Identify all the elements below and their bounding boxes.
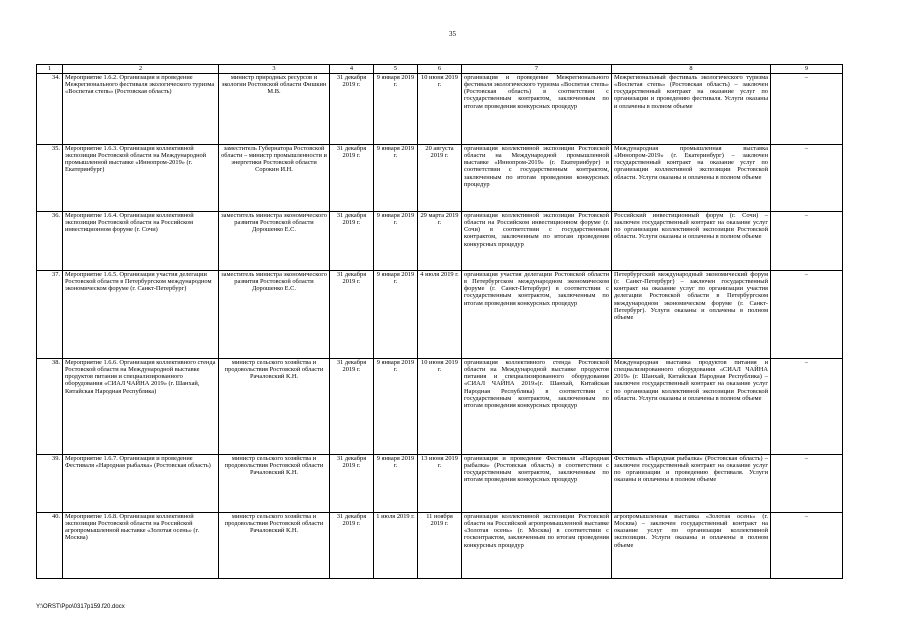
note-cell: – [771, 212, 843, 271]
event-cell: Мероприятие 1.6.7. Организация и проведение Фестиваля «Народная рыбалка» (Ростовская область) [63, 455, 219, 513]
event-cell: Мероприятие 1.6.8. Организация коллективной экспозиции Ростовской области на Российской агропромышленной выставке «Золотая осень» (г. Москва) [63, 513, 219, 579]
responsible-cell: министр сельского хозяйства и продовольствия Ростовской области Рачаловский К.Н. [219, 359, 330, 455]
outcome-cell: Международная выставка продуктов питания и специализированного оборудования «СИАЛ ЧАЙНА 2019» (г. Шанхай, Китайская Народная Республика) – заключен государственный контракт на оказание услуг по организации коллективной экспозиции Ростовской области. Услуги оказаны и оплачены в полном объеме [612, 359, 771, 455]
result-cell: организация коллективной экспозиции Ростовской области на Российском инвестиционном форуме (г. Сочи) в соответствии с государственным контрактом, заключенным по итогам проведения конкурсных процедур [462, 212, 612, 271]
table-row [37, 359, 843, 455]
column-number: 7 [462, 65, 612, 74]
deadline-cell: 31 декабря 2019 г. [330, 513, 374, 579]
column-number: 2 [63, 65, 219, 74]
note-cell: – [771, 145, 843, 212]
table-row [37, 212, 843, 271]
start-date-cell: 9 января 2019 г. [374, 359, 418, 455]
event-cell: Мероприятие 1.6.5. Организация участия делегации Ростовской области в Петербургском международном экономическом форуме (г. Санкт-Петербург) [63, 271, 219, 359]
start-date-cell: 9 января 2019 г. [374, 455, 418, 513]
end-date-cell: 4 июля 2019 г. [418, 271, 462, 359]
outcome-cell: Межрегиональный фестиваль экологического туризма «Воспетая степь» (Ростовская область) – заключен государственный контракт на оказание услуг по организации и проведению фестиваля. Услуги оказаны и оплачены в полном объеме [612, 74, 771, 145]
table-row [37, 513, 843, 579]
note-cell: – [771, 359, 843, 455]
responsible-cell: заместитель министра экономического развития Ростовской области Дорошенко Е.С. [219, 212, 330, 271]
column-number: 1 [37, 65, 63, 74]
responsible-cell: министр природных ресурсов и экологии Ростовской области Фишкин М.В. [219, 74, 330, 145]
end-date-cell: 10 июня 2019 г. [418, 359, 462, 455]
start-date-cell: 9 января 2019 г. [374, 212, 418, 271]
responsible-cell: заместитель Губернатора Ростовской области – министр промышленности и энергетики Ростовской области Сорокин И.Н. [219, 145, 330, 212]
end-date-cell: 20 августа 2019 г. [418, 145, 462, 212]
responsible-cell: заместитель министра экономического развития Ростовской области Дорошенко Е.С. [219, 271, 330, 359]
deadline-cell: 31 декабря 2019 г. [330, 271, 374, 359]
event-cell: Мероприятие 1.6.2. Организация и проведение Межрегионального фестиваля экологического туризма «Воспетая степь» (Ростовская область) [63, 74, 219, 145]
row-number: 34. [37, 74, 63, 145]
deadline-cell: 31 декабря 2019 г. [330, 359, 374, 455]
file-path-footer: Y:\ORST\Ppo\0317p159.f20.docx [36, 604, 125, 610]
note-cell: – [771, 455, 843, 513]
responsible-cell: министр сельского хозяйства и продовольствия Ростовской области Рачаловский К.Н. [219, 513, 330, 579]
column-number: 9 [771, 65, 843, 74]
column-number: 4 [330, 65, 374, 74]
end-date-cell: 29 марта 2019 г. [418, 212, 462, 271]
event-cell: Мероприятие 1.6.6. Организация коллективного стенда Ростовской области на Международной выставке продуктов питания и специализированного оборудования «СИАЛ ЧАЙНА 2019» (г. Шанхай, Китайская Народная Республика) [63, 359, 219, 455]
row-number: 36. [37, 212, 63, 271]
column-number: 3 [219, 65, 330, 74]
event-cell: Мероприятие 1.6.4. Организация коллективной экспозиции Ростовской области на Российском инвестиционном форуме (г. Сочи) [63, 212, 219, 271]
responsible-cell: министр сельского хозяйства и продовольствия Ростовской области Рачаловский К.Н. [219, 455, 330, 513]
column-number-row [37, 65, 843, 74]
table-row [37, 271, 843, 359]
note-cell: – [771, 74, 843, 145]
deadline-cell: 31 декабря 2019 г. [330, 145, 374, 212]
result-cell: организация и проведение Фестиваля «Народная рыбалка» (Ростовская область) в соответствии с государственным контрактом, заключенным по итогам проведения конкурсных процедур [462, 455, 612, 513]
result-cell: организация коллективной экспозиции Ростовской области на Международной промышленной выставке «Иннопром-2019» (г. Екатеринбург) в соответствии с государственным контрактом, заключенным по итогам проведения конкурсных процедур [462, 145, 612, 212]
start-date-cell: 1 июля 2019 г. [374, 513, 418, 579]
row-number: 37. [37, 271, 63, 359]
end-date-cell: 11 ноября 2019 г. [418, 513, 462, 579]
row-number: 38. [37, 359, 63, 455]
result-cell: организация участия делегации Ростовской области в Петербургском международном экономическом форуме (г. Санкт-Петербург) в соответствии с государственным контрактом, заключенным по итогам проведения конкурсных процедур [462, 271, 612, 359]
result-cell: организация коллективной экспозиции Ростовской области на Российской агропромышленной выставке «Золотая осень» (г. Москва) в соответствии с госконтрактом, заключенным по итогам проведения конкурсных процедур [462, 513, 612, 579]
column-number: 5 [374, 65, 418, 74]
start-date-cell: 9 января 2019 г. [374, 145, 418, 212]
deadline-cell: 31 декабря 2019 г. [330, 455, 374, 513]
report-table [36, 64, 843, 579]
outcome-cell: Международная промышленная выставка «Иннопром-2019» (г. Екатеринбург) – заключен государственный контракт на оказание услуг по организации коллективной экспозиции Ростовской области. Услуги оказаны и оплачены в полном объеме [612, 145, 771, 212]
outcome-cell: агропромышленная выставка «Золотая осень» (г. Москва) – заключен государственный контракт на оказание услуг по организации коллективной экспозиции. Услуги оказаны и оплачены в полном объеме [612, 513, 771, 579]
end-date-cell: 10 июня 2019 г. [418, 74, 462, 145]
outcome-cell: Фестиваль «Народная рыбалка» (Ростовская область) – заключен государственный контракт на оказание услуг по организации и проведению фестиваля. Услуги оказаны и оплачены в полном объеме [612, 455, 771, 513]
column-number: 8 [612, 65, 771, 74]
deadline-cell: 31 декабря 2019 г. [330, 74, 374, 145]
table-row [37, 74, 843, 145]
column-number: 6 [418, 65, 462, 74]
event-cell: Мероприятие 1.6.3. Организация коллективной экспозиции Ростовской области на Международной промышленной выставке «Иннопром-2019» (г. Екатеринбург) [63, 145, 219, 212]
start-date-cell: 9 января 2019 г. [374, 271, 418, 359]
outcome-cell: Петербургский международный экономический форум (г. Санкт-Петербург) – заключен государственный контракт на оказание услуг по организации участия делегации Ростовской области в Петербургском международном экономическом форуме (г. Санкт-Петербург). Услуги оказаны и оплачены в полном объеме [612, 271, 771, 359]
deadline-cell: 31 декабря 2019 г. [330, 212, 374, 271]
table-row [37, 145, 843, 212]
note-cell: – [771, 271, 843, 359]
row-number: 39. [37, 455, 63, 513]
start-date-cell: 9 января 2019 г. [374, 74, 418, 145]
note-cell: – [771, 513, 843, 579]
result-cell: организация коллективного стенда Ростовской области на Международной выставке продуктов питания и специализированного оборудования «СИАЛ ЧАЙНА 2019»(г. Шанхай, Китайская Народная Республика) в соответствии с государственным контрактом, заключенным по итогам проведения конкурсных процедур [462, 359, 612, 455]
row-number: 35. [37, 145, 63, 212]
row-number: 40. [37, 513, 63, 579]
result-cell: организация и проведение Межрегионального фестиваля экологического туризма «Воспетая степь» (Ростовская область) в соответствии с государственным контрактом, заключенным по итогам проведения конкурсных процедур [462, 74, 612, 145]
page-number: 35 [449, 30, 456, 38]
table-row [37, 455, 843, 513]
end-date-cell: 13 июня 2019 г. [418, 455, 462, 513]
outcome-cell: Российский инвестиционный форум (г. Сочи) – заключен государственный контракт на оказание услуг по организации коллективной экспозиции Ростовской области. Услуги оказаны и оплачены в полном объеме [612, 212, 771, 271]
